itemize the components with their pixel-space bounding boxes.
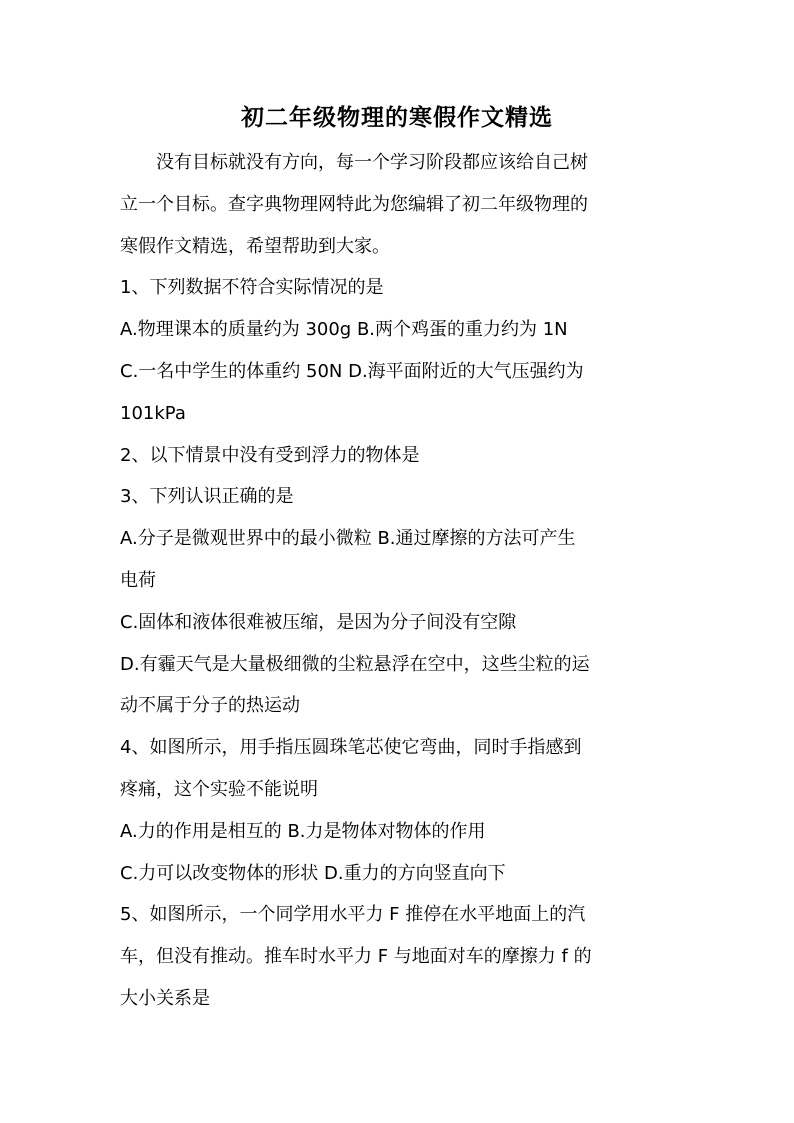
question-1-options-cd-continued: 101kPa bbox=[120, 402, 186, 424]
question-1-options-cd: C.一名中学生的体重约 50N D.海平面附近的大气压强约为 bbox=[120, 360, 584, 382]
question-3-options-ab-continued: 电荷 bbox=[120, 569, 156, 591]
paragraph-line: 没有目标就没有方向，每一个学习阶段都应该给自己树 bbox=[156, 152, 588, 173]
question-4-continued: 疼痛，这个实验不能说明 bbox=[120, 778, 318, 800]
question-5: 5、如图所示，一个同学用水平力 F 推停在水平地面上的汽 bbox=[120, 904, 586, 926]
question-3-option-c: C.固体和液体很难被压缩，是因为分子间没有空隙 bbox=[120, 611, 517, 633]
question-4-options-ab: A.力的作用是相互的 B.力是物体对物体的作用 bbox=[120, 820, 486, 842]
document-body bbox=[120, 142, 680, 1020]
paragraph-line: 立一个目标。查字典物理网特此为您编辑了初二年级物理的 bbox=[120, 193, 588, 215]
question-3: 3、下列认识正确的是 bbox=[120, 486, 294, 508]
question-4: 4、如图所示，用手指压圆珠笔芯使它弯曲，同时手指感到 bbox=[120, 737, 582, 759]
question-3-option-d-continued: 动不属于分子的热运动 bbox=[120, 695, 300, 717]
question-5-continued: 车，但没有推动。推车时水平力 F 与地面对车的摩擦力 f 的 bbox=[120, 946, 592, 968]
question-3-options-ab: A.分子是微观世界中的最小微粒 B.通过摩擦的方法可产生 bbox=[120, 528, 576, 550]
document-title: 初二年级物理的寒假作文精选 bbox=[241, 104, 553, 131]
question-2: 2、以下情景中没有受到浮力的物体是 bbox=[120, 444, 420, 466]
question-3-option-d: D.有霾天气是大量极细微的尘粒悬浮在空中，这些尘粒的运 bbox=[120, 653, 590, 675]
question-5-continued-2: 大小关系是 bbox=[120, 987, 210, 1009]
question-4-options-cd: C.力可以改变物体的形状 D.重力的方向竖直向下 bbox=[120, 862, 506, 884]
question-1-options-ab: A.物理课本的质量约为 300g B.两个鸡蛋的重力约为 1N bbox=[120, 319, 568, 341]
paragraph-line: 寒假作文精选，希望帮助到大家。 bbox=[120, 235, 390, 257]
question-1: 1、下列数据不符合实际情况的是 bbox=[120, 277, 384, 299]
